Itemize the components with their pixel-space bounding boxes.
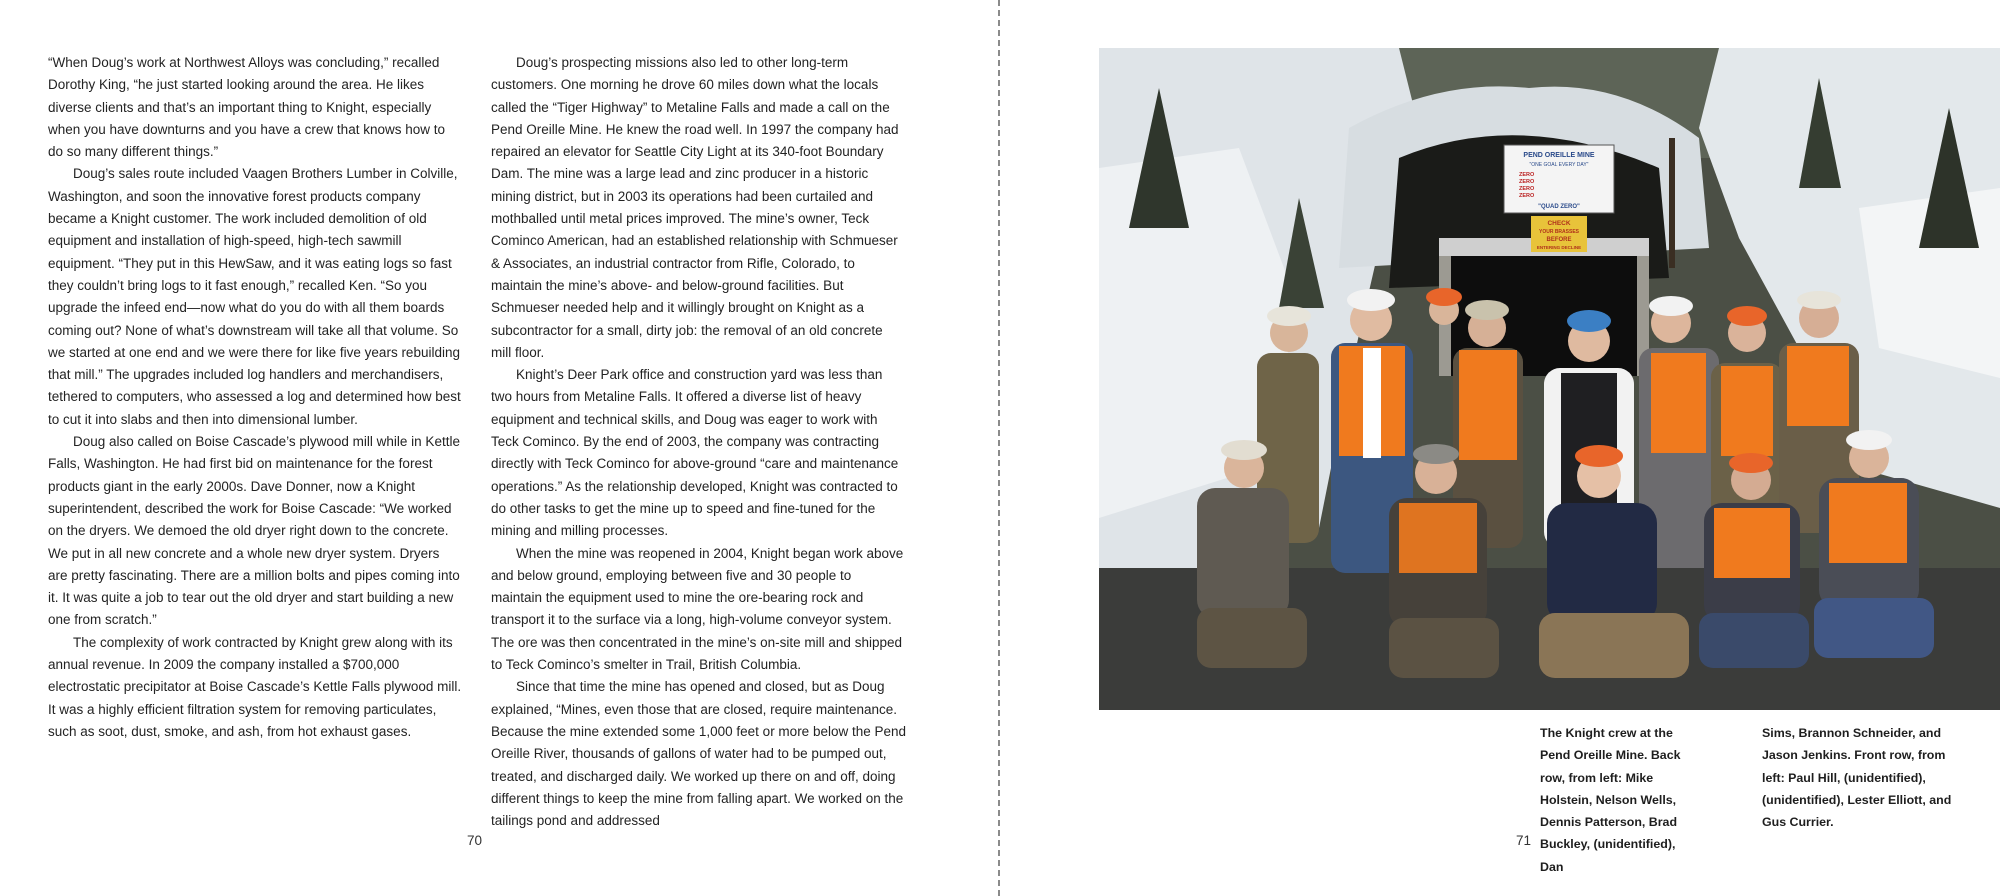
text-column-1	[48, 52, 462, 743]
paragraph: Doug’s sales route included Vaagen Brothers Lumber in Colville, Washington, and soon the innovative forest products company became a Knight customer. The work included demolition of old equipment and installation of high-speed, high-tech sawmill equipment. “They put in this HewSaw, and it was eating logs so fast they couldn’t bring logs to it fast enough,” recalled Ken. “So you upgrade the infeed end—now what do you do with all them boards coming out? None of what’s downstream will take all that volume. So we started at one end and we were there for like five years rebuilding that mill.” The upgrades included log handlers and merchandisers, tethered to computers, who assessed a log and determined how best to cut it into slabs and then into dimensional lumber.	[48, 166, 461, 427]
mine-sign-line: ZERO	[1519, 193, 1535, 199]
paragraph: Knight’s Deer Park office and construction yard was less than two hours from Metaline Falls. It offered a diverse list of heavy equipment and technical skills, and Doug was eager to work with Teck Cominco. By the end of 2003, the company was contracting directly with Teck Cominco for above-ground “care and maintenance operations.” As the relationship developed, Knight was contracted to do other tasks to get the mine up to speed and fine-tuned for the mining and milling processes.	[491, 367, 899, 539]
mine-sign-title: PEND OREILLE MINE	[1523, 152, 1595, 159]
mine-sign-line: ZERO	[1519, 179, 1535, 185]
paragraph: When the mine was reopened in 2004, Knight began work above and below ground, employing between five and 30 people to maintain the equipment used to mine the ore-bearing rock and transport it to the surface via a long, high-volume conveyor system. The ore was then concentrated in the mine’s on-site mill and shipped to Teck Cominco’s smelter in Trail, British Columbia.	[491, 545, 904, 673]
mine-sign-line: "ONE GOAL EVERY DAY"	[1529, 162, 1589, 168]
left-page	[0, 0, 998, 896]
paragraph: Doug also called on Boise Cascade’s plywood mill while in Kettle Falls, Washington. He had first bid on maintenance for the forest products giant in the early 2000s. Dave Donner, now a Knight superintendent, described the work for Boise Cascade: “We worked on the dryers. We demoed the old dryer right down to the concrete. We put in all new concrete and a whole new dryer system. Dryers are pretty fascinating. There are a million bolts and pipes coming into it. It was quite a job to tear out the old dryer and start building a new one from scratch.”	[48, 434, 460, 628]
mine-sign-line: "QUAD ZERO"	[1538, 204, 1580, 210]
page-number-left: 70	[467, 833, 483, 848]
crew-photo	[1099, 48, 2000, 710]
right-page	[1001, 0, 2000, 896]
photo-caption-part-1: The Knight crew at the Pend Oreille Mine. Back row, from left: Mike Holstein, Nelson Wells, Dennis Patterson, Brad Buckley, (unidentified), Dan	[1540, 726, 1681, 874]
paragraph: The complexity of work contracted by Knight grew along with its annual revenue. In 2009 the company installed a $700,000 electrostatic precipitator at Boise Cascade’s Kettle Falls plywood mill. It was a highly efficient filtration system for removing particulates, such as soot, dust, smoke, and ash, from hot exhaust gases.	[48, 634, 462, 739]
page-gutter-divider	[998, 0, 1000, 896]
text-column-2	[491, 52, 906, 832]
page-number-right: 71	[1516, 833, 1532, 848]
check-sign-line: CHECK	[1547, 220, 1571, 227]
crew-photo-illustration	[1099, 48, 2000, 710]
paragraph: “When Doug’s work at Northwest Alloys was concluding,” recalled Dorothy King, “he just started looking around the area. He likes diverse clients and that’s an important thing to Knight, especially when you have downturns and you have a crew that knows how to do so many different things.”	[48, 55, 445, 160]
check-sign-line: BEFORE	[1546, 237, 1572, 243]
photo-caption-part-2: Sims, Brannon Schneider, and Jason Jenkins. Front row, from left: Paul Hill, (unidentified), (unidentified), Lester Elliott, and Gus Currier.	[1762, 726, 1952, 830]
mine-sign-line: ZERO	[1519, 172, 1535, 178]
paragraph: Since that time the mine has opened and closed, but as Doug explained, “Mines, even those that are closed, require maintenance. Because the mine extended some 1,000 feet or more below the Pend Oreille River, thousands of gallons of water had to be pumped out, treated, and discharged daily. We worked up there on and off, doing different things to keep the mine from falling apart. We worked on the tailings pond and addressed	[491, 679, 907, 829]
check-sign-line: YOUR BRASSES	[1538, 229, 1580, 235]
paragraph: Doug’s prospecting missions also led to other long-term customers. One morning he drove 60 miles down what the locals called the “Tiger Highway” to Metaline Falls and made a call on the Pend Oreille Mine. He knew the road well. In 1997 the company had repaired an elevator for Seattle City Light at its 340-foot Boundary Dam. The mine was a large lead and zinc producer in a historic mining district, but in 2003 its operations had been curtailed and mothballed until metal prices improved. The mine’s owner, Teck Cominco American, had an established relationship with Schmueser & Associates, an industrial contractor from Rifle, Colorado, to maintain the mine’s above- and below-ground facilities. But Schmueser needed help and it willingly brought on Knight as a subcontractor for a small, dirty job: the removal of an old concrete mill floor.	[491, 55, 899, 360]
check-sign-line: ENTERING DECLINE	[1536, 245, 1582, 250]
mine-sign-line: ZERO	[1519, 186, 1535, 192]
